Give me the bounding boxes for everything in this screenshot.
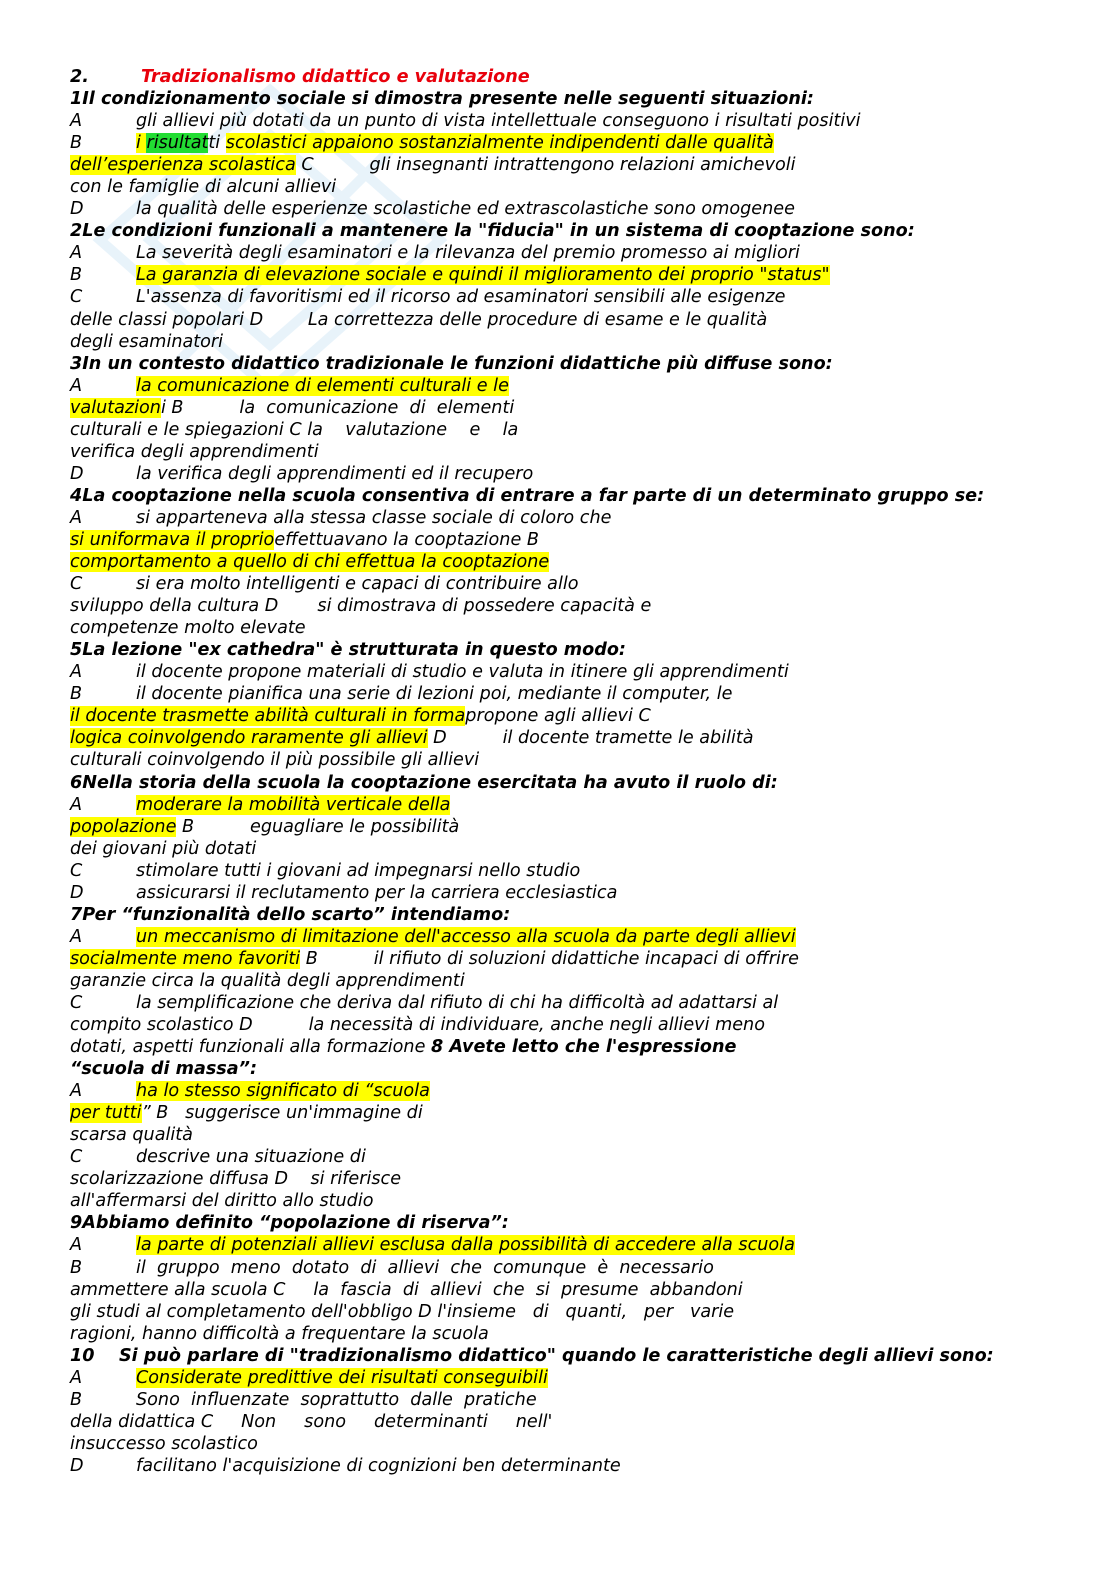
question-line: [70, 220, 1080, 242]
answer-line: [70, 1455, 1080, 1477]
answer-text: stimolare tutti i giovani ad impegnarsi nello studio: [136, 860, 581, 881]
answer-line: [70, 970, 1080, 992]
highlighted-text: socialmente meno favoriti: [70, 948, 301, 969]
answer-line: [70, 441, 1080, 463]
document-content: [70, 66, 1080, 1477]
answer-line: [70, 1080, 1080, 1102]
answer-text: insuccesso scolastico: [70, 1433, 258, 1454]
answer-line: [70, 816, 1080, 838]
answer-line: [70, 882, 1080, 904]
answer-text: della didattica C Non sono determinanti nell': [70, 1411, 553, 1432]
option-letter: B: [70, 1257, 83, 1278]
answer-text: all'affermarsi del diritto allo studio: [70, 1191, 374, 1212]
answer-line: [70, 705, 1080, 727]
answer-line: [70, 529, 1080, 551]
option-letter: B: [70, 133, 83, 154]
option-letter: A: [70, 1235, 83, 1256]
option-letter: C: [70, 992, 83, 1013]
question-line: [70, 904, 1080, 926]
answer-line: [70, 1190, 1080, 1212]
highlighted-text: valutazion: [70, 397, 161, 418]
answer-text: scarsa qualità: [70, 1125, 193, 1146]
option-letter: A: [70, 1367, 83, 1388]
highlighted-text: i: [136, 133, 147, 154]
answer-text: gli studi al completamento dell'obbligo D l'insieme di quanti, per varie: [70, 1301, 735, 1322]
answer-text: culturali e le spiegazioni C la valutazione e la: [70, 419, 519, 440]
answer-line: [70, 176, 1080, 198]
section-number: 2.: [70, 67, 89, 87]
answer-line: [70, 1367, 1080, 1389]
answer-text: scolarizzazione diffusa D si riferisce: [70, 1169, 402, 1190]
answer-text: B il rifiuto di soluzioni didattiche incapaci di offrire: [300, 948, 799, 969]
answer-text: il docente propone materiali di studio e valuta in itinere gli apprendimenti: [136, 662, 789, 683]
answer-text: si apparteneva alla stessa classe sociale di coloro che: [136, 507, 612, 528]
answer-text: la verifica degli apprendimenti ed il recupero: [136, 463, 534, 484]
answer-line: [70, 1146, 1080, 1168]
answer-text: il gruppo meno dotato di allievi che comunque è necessario: [136, 1257, 714, 1278]
answer-text: propone agli allievi C: [465, 706, 707, 727]
option-letter: B: [70, 265, 83, 286]
answer-text: con le famiglie di alcuni allievi: [70, 177, 337, 198]
answer-line: [70, 375, 1080, 397]
option-letter: B: [70, 1389, 83, 1410]
green-highlighted-text: risultat: [146, 133, 209, 154]
question-text: 5La lezione "ex cathedra" è strutturata in questo modo:: [70, 640, 626, 661]
answer-line: [70, 309, 1080, 331]
answer-line: [70, 1102, 1080, 1124]
highlighted-text: logica coinvolgendo raramente gli allievi: [70, 728, 428, 749]
option-letter: A: [70, 794, 83, 815]
answer-line: [70, 331, 1080, 353]
answer-text: garanzie circa la qualità degli apprendimenti: [70, 970, 465, 991]
answer-text: i B la comunicazione di elementi: [160, 397, 515, 418]
answer-line: [70, 397, 1080, 419]
question-text: 3In un contesto didattico tradizionale le funzioni didattiche più diffuse sono:: [70, 353, 833, 374]
answer-line: [70, 1433, 1080, 1455]
answer-text: B eguagliare le possibilità: [176, 816, 460, 837]
question-line: [70, 1345, 1080, 1367]
question-text: 2Le condizioni funzionali a mantenere la "fiducia" in un sistema di cooptazione sono:: [70, 221, 915, 242]
answer-text: compito scolastico D la necessità di individuare, anche negli allievi meno: [70, 1015, 765, 1036]
answer-text: facilitano l'acquisizione di cognizioni ben determinante: [136, 1455, 621, 1476]
question-line: [70, 1058, 1080, 1080]
question-line: [70, 485, 1080, 507]
question-text: “scuola di massa”:: [70, 1059, 258, 1080]
answer-line: [70, 926, 1080, 948]
highlighted-text: Considerate predittive dei risultati conseguibili: [136, 1367, 548, 1388]
answer-line: [70, 1411, 1080, 1433]
answer-text: delle classi popolari D La correttezza delle procedure di esame e le qualità: [70, 309, 768, 330]
answer-line: [70, 1036, 1080, 1058]
question-text: 6Nella storia della scuola la cooptazione esercitata ha avuto il ruolo di:: [70, 772, 778, 793]
question-line: [70, 1212, 1080, 1234]
answer-line: [70, 198, 1080, 220]
answer-text: assicurarsi il reclutamento per la carriera ecclesiastica: [136, 882, 618, 903]
option-letter: D: [70, 882, 84, 903]
highlighted-text: per tutti: [70, 1103, 142, 1124]
answer-line: [70, 1168, 1080, 1190]
answer-line: [70, 154, 1080, 176]
highlighted-text: la parte di potenziali allievi esclusa dalla possibilità di accedere alla scuola: [136, 1235, 795, 1256]
option-letter: D: [70, 199, 84, 220]
answer-text: effettuavano la cooptazione B: [274, 529, 595, 550]
answer-line: [70, 242, 1080, 264]
answer-line: [70, 617, 1080, 639]
answer-line: [70, 1301, 1080, 1323]
option-letter: D: [70, 1455, 84, 1476]
answer-text: la semplificazione che deriva dal rifiuto di chi ha difficoltà ad adattarsi al: [136, 992, 779, 1013]
highlighted-text: moderare la mobilità verticale della: [136, 794, 451, 815]
answer-text: Sono influenzate soprattutto dalle pratiche: [136, 1389, 537, 1410]
option-letter: C: [70, 1147, 83, 1168]
answer-line: [70, 595, 1080, 617]
option-letter: A: [70, 662, 83, 683]
answer-line: [70, 1124, 1080, 1146]
answer-line: [70, 1257, 1080, 1279]
answer-line: [70, 507, 1080, 529]
answer-text: sviluppo della cultura D si dimostrava di possedere capacità e: [70, 596, 652, 617]
question-line: [70, 353, 1080, 375]
question-text: 10 Si può parlare di "tradizionalismo didattico" quando le caratteristiche degli allievi sono:: [70, 1345, 994, 1366]
question-text: 7Per “funzionalità dello scarto” intendiamo:: [70, 904, 511, 925]
answer-text: ” B suggerisce un'immagine di: [141, 1103, 423, 1124]
answer-text: La severità degli esaminatori e la rilevanza del premio promesso ai migliori: [136, 243, 800, 264]
highlighted-text: la comunicazione di elementi culturali e le: [136, 375, 509, 396]
highlighted-text: popolazione: [70, 816, 177, 837]
answer-line: [70, 1014, 1080, 1036]
option-letter: C: [70, 860, 83, 881]
option-letter: A: [70, 507, 83, 528]
question-line: [70, 639, 1080, 661]
answer-text: descrive una situazione di: [136, 1147, 366, 1168]
option-letter: A: [70, 375, 83, 396]
answer-line: [70, 1389, 1080, 1411]
answer-line: [70, 794, 1080, 816]
answer-line: [70, 463, 1080, 485]
answer-line: [70, 749, 1080, 771]
answer-text: la qualità delle esperienze scolastiche ed extrascolastiche sono omogenee: [136, 199, 795, 220]
answer-text: competenze molto elevate: [70, 618, 306, 639]
answer-text: culturali coinvolgendo il più possibile gli allievi: [70, 750, 480, 771]
answer-line: [70, 132, 1080, 154]
answer-line: [70, 1234, 1080, 1256]
answer-line: [70, 1323, 1080, 1345]
question-text: 9Abbiamo definito “popolazione di riserva”:: [70, 1213, 509, 1234]
answer-line: [70, 948, 1080, 970]
answer-text: si era molto intelligenti e capaci di contribuire allo: [136, 574, 579, 595]
answer-text: ammettere alla scuola C la fascia di allievi che si presume abbandoni: [70, 1279, 743, 1300]
highlighted-text: dell’esperienza scolastica: [70, 155, 296, 176]
option-letter: D: [70, 463, 84, 484]
answer-line: [70, 573, 1080, 595]
answer-text: ragioni, hanno difficoltà a frequentare la scuola: [70, 1323, 489, 1344]
answer-text: degli esaminatori: [70, 331, 224, 352]
option-letter: B: [70, 684, 83, 705]
highlighted-text: La garanzia di elevazione sociale e quindi il miglioramento dei proprio "status": [136, 265, 830, 286]
question-text: 8 Avete letto che l'espressione: [430, 1037, 737, 1058]
question-line: [70, 772, 1080, 794]
answer-line: [70, 551, 1080, 573]
section-heading: [70, 66, 1080, 88]
answer-line: [70, 264, 1080, 286]
option-letter: A: [70, 926, 83, 947]
option-letter: A: [70, 111, 83, 132]
answer-text: dei giovani più dotati: [70, 838, 257, 859]
option-letter: C: [70, 574, 83, 595]
answer-line: [70, 286, 1080, 308]
highlighted-text: si uniformava il proprio: [70, 529, 275, 550]
answer-line: [70, 838, 1080, 860]
question-text: 1Il condizionamento sociale si dimostra presente nelle seguenti situazioni:: [70, 89, 814, 110]
section-title: Tradizionalismo didattico e valutazione: [140, 67, 530, 87]
question-line: [70, 88, 1080, 110]
question-text: 4La cooptazione nella scuola consentiva di entrare a far parte di un determinato gruppo se:: [70, 485, 985, 506]
answer-line: [70, 1279, 1080, 1301]
highlighted-text: comportamento a quello di chi effettua la cooptazione: [70, 552, 550, 573]
answer-text: verifica degli apprendimenti: [70, 441, 319, 462]
option-letter: A: [70, 1081, 83, 1102]
highlighted-text: scolastici appaiono sostanzialmente indipendenti dalle qualità: [225, 133, 774, 154]
answer-line: [70, 860, 1080, 882]
answer-text: D il docente tramette le abilità: [427, 728, 754, 749]
answer-line: [70, 727, 1080, 749]
option-letter: C: [70, 287, 83, 308]
highlighted-text: il docente trasmette abilità culturali in forma: [70, 706, 466, 727]
answer-text: dotati, aspetti funzionali alla formazione: [70, 1037, 431, 1058]
answer-line: [70, 661, 1080, 683]
answer-line: [70, 683, 1080, 705]
answer-line: [70, 110, 1080, 132]
answer-line: [70, 419, 1080, 441]
question-list: [70, 88, 1080, 1477]
answer-text: gli allievi più dotati da un punto di vista intellettuale conseguono i risultati positivi: [136, 111, 861, 132]
answer-text: il docente pianifica una serie di lezioni poi, mediante il computer, le: [136, 684, 733, 705]
answer-text: C gli insegnanti intrattengono relazioni amichevoli: [295, 155, 796, 176]
option-letter: A: [70, 243, 83, 264]
answer-text: L'assenza di favoritismi ed il ricorso ad esaminatori sensibili alle esigenze: [136, 287, 786, 308]
highlighted-text: ha lo stesso significato di “scuola: [136, 1081, 430, 1102]
answer-text: ti: [208, 133, 226, 154]
answer-line: [70, 992, 1080, 1014]
highlighted-text: un meccanismo di limitazione dell'accesso alla scuola da parte degli allievi: [136, 926, 796, 947]
